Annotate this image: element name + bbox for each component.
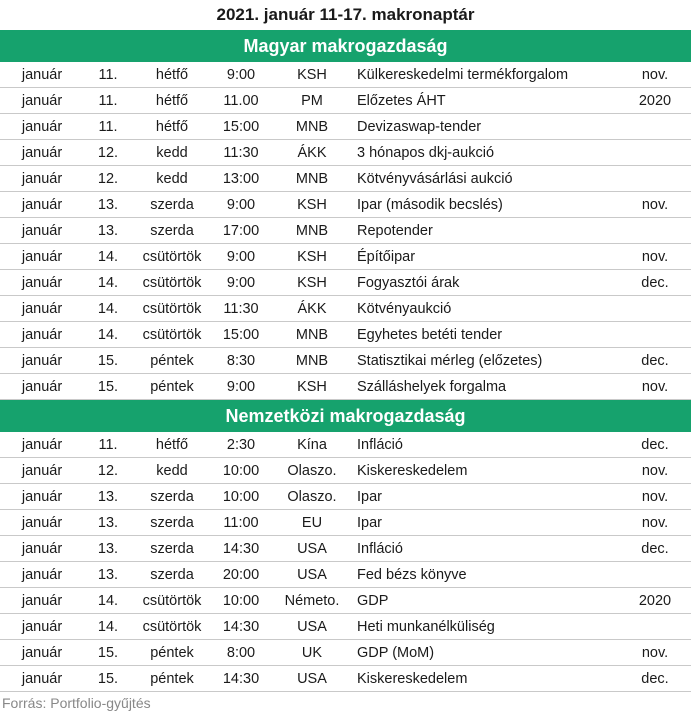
event-cell: Egyhetes betéti tender (357, 327, 503, 343)
month-cell: január (21, 223, 63, 239)
weekday-cell: szerda (150, 567, 194, 583)
day-cell: 14. (97, 301, 119, 317)
weekday-cell: szerda (150, 489, 194, 505)
time-cell: 15:00 (222, 327, 260, 343)
source-cell: MNB (295, 119, 329, 135)
month-cell: január (21, 249, 63, 265)
source-cell: MNB (295, 327, 329, 343)
event-cell: Infláció (357, 541, 403, 557)
source-cell: MNB (295, 353, 329, 369)
day-cell: 11. (98, 93, 118, 109)
source-cell: KSH (297, 379, 327, 395)
weekday-cell: kedd (156, 171, 188, 187)
day-cell: 14. (97, 249, 119, 265)
weekday-cell: csütörtök (142, 619, 202, 635)
table-row (0, 114, 691, 140)
source-note: Forrás: Portfolio-gyűjtés (2, 695, 151, 711)
weekday-cell: péntek (150, 353, 194, 369)
table-row (0, 614, 691, 640)
time-cell: 17:00 (222, 223, 260, 239)
weekday-cell: péntek (150, 645, 194, 661)
weekday-cell: csütörtök (142, 593, 202, 609)
source-cell: PM (301, 93, 323, 109)
source-cell: KSH (297, 67, 327, 83)
period-cell: dec. (641, 437, 669, 453)
month-cell: január (21, 619, 63, 635)
source-cell: USA (297, 619, 327, 635)
period-cell: nov. (641, 463, 669, 479)
month-cell: január (21, 327, 63, 343)
time-cell: 8:30 (226, 353, 256, 369)
time-cell: 20:00 (222, 567, 260, 583)
table-row (0, 348, 691, 374)
event-cell: Statisztikai mérleg (előzetes) (357, 353, 543, 369)
table-row (0, 458, 691, 484)
month-cell: január (21, 593, 63, 609)
table-row (0, 562, 691, 588)
event-cell: GDP (357, 593, 389, 609)
source-cell: USA (297, 671, 327, 687)
weekday-cell: péntek (150, 379, 194, 395)
event-cell: Kötvényaukció (357, 301, 452, 317)
day-cell: 11. (98, 67, 118, 83)
month-cell: január (21, 379, 63, 395)
source-cell: KSH (297, 197, 327, 213)
month-cell: január (21, 67, 63, 83)
period-cell: dec. (641, 541, 669, 557)
source-cell: MNB (295, 223, 329, 239)
source-cell: UK (301, 645, 323, 661)
weekday-cell: hétfő (155, 119, 189, 135)
table-row (0, 62, 691, 88)
table-row (0, 244, 691, 270)
period-cell: dec. (641, 671, 669, 687)
day-cell: 13. (97, 489, 119, 505)
month-cell: január (21, 437, 63, 453)
time-cell: 9:00 (226, 275, 256, 291)
month-cell: január (21, 671, 63, 687)
day-cell: 13. (97, 223, 119, 239)
source-cell: Olaszo. (287, 489, 337, 505)
weekday-cell: hétfő (155, 437, 189, 453)
table-row (0, 484, 691, 510)
day-cell: 12. (97, 171, 119, 187)
day-cell: 13. (97, 541, 119, 557)
month-cell: január (21, 119, 63, 135)
time-cell: 10:00 (222, 489, 260, 505)
source-cell: ÁKK (297, 301, 327, 317)
weekday-cell: szerda (150, 223, 194, 239)
time-cell: 9:00 (226, 197, 256, 213)
event-cell: Fogyasztói árak (357, 275, 460, 291)
table-row (0, 588, 691, 614)
day-cell: 13. (97, 197, 119, 213)
time-cell: 10:00 (222, 593, 260, 609)
day-cell: 15. (97, 379, 119, 395)
period-cell: nov. (641, 197, 669, 213)
time-cell: 14:30 (222, 541, 260, 557)
day-cell: 12. (97, 145, 119, 161)
table-row (0, 218, 691, 244)
source-cell: USA (297, 541, 327, 557)
weekday-cell: szerda (150, 515, 194, 531)
table-row (0, 140, 691, 166)
weekday-cell: csütörtök (142, 301, 202, 317)
event-cell: Kötvényvásárlási aukció (357, 171, 513, 187)
weekday-cell: szerda (150, 541, 194, 557)
weekday-cell: hétfő (155, 93, 189, 109)
month-cell: január (21, 93, 63, 109)
period-cell: 2020 (638, 93, 672, 109)
day-cell: 13. (97, 515, 119, 531)
weekday-cell: csütörtök (142, 327, 202, 343)
time-cell: 14:30 (222, 619, 260, 635)
sections-container (0, 30, 691, 692)
table-row (0, 88, 691, 114)
day-cell: 14. (97, 275, 119, 291)
section-header: Nemzetközi makrogazdaság (0, 400, 691, 432)
time-cell: 13:00 (222, 171, 260, 187)
period-cell: nov. (641, 515, 669, 531)
event-cell: Külkereskedelmi termékforgalom (357, 67, 569, 83)
time-cell: 2:30 (226, 437, 256, 453)
month-cell: január (21, 353, 63, 369)
table-row (0, 270, 691, 296)
table-row (0, 432, 691, 458)
weekday-cell: kedd (156, 145, 188, 161)
month-cell: január (21, 645, 63, 661)
day-cell: 12. (97, 463, 119, 479)
source-cell: Németo. (284, 593, 340, 609)
event-cell: Ipar (második becslés) (357, 197, 503, 213)
table-row (0, 374, 691, 400)
table-row (0, 322, 691, 348)
time-cell: 9:00 (226, 67, 256, 83)
day-cell: 14. (97, 593, 119, 609)
event-cell: Infláció (357, 437, 403, 453)
source-cell: KSH (297, 249, 327, 265)
time-cell: 9:00 (226, 249, 256, 265)
time-cell: 11:00 (223, 515, 259, 531)
time-cell: 11.00 (223, 93, 259, 109)
month-cell: január (21, 567, 63, 583)
event-cell: Szálláshelyek forgalma (357, 379, 507, 395)
table-row (0, 666, 691, 692)
event-cell: Ipar (357, 515, 382, 531)
weekday-cell: csütörtök (142, 275, 202, 291)
time-cell: 11:30 (223, 145, 259, 161)
weekday-cell: hétfő (155, 67, 189, 83)
source-cell: KSH (297, 275, 327, 291)
day-cell: 14. (97, 327, 119, 343)
month-cell: január (21, 515, 63, 531)
source-cell: USA (297, 567, 327, 583)
period-cell: nov. (641, 489, 669, 505)
period-cell: nov. (641, 67, 669, 83)
day-cell: 15. (97, 645, 119, 661)
month-cell: január (21, 541, 63, 557)
month-cell: január (21, 275, 63, 291)
period-cell: nov. (641, 645, 669, 661)
section-header: Magyar makrogazdaság (0, 30, 691, 62)
table-row (0, 640, 691, 666)
period-cell: dec. (641, 275, 669, 291)
weekday-cell: szerda (150, 197, 194, 213)
weekday-cell: kedd (156, 463, 188, 479)
day-cell: 14. (97, 619, 119, 635)
time-cell: 14:30 (222, 671, 260, 687)
event-cell: Devizaswap-tender (357, 119, 482, 135)
event-cell: GDP (MoM) (357, 645, 435, 661)
event-cell: Kiskereskedelem (357, 463, 468, 479)
weekday-cell: csütörtök (142, 249, 202, 265)
day-cell: 15. (97, 671, 119, 687)
time-cell: 15:00 (222, 119, 260, 135)
month-cell: január (21, 197, 63, 213)
period-cell: nov. (641, 249, 669, 265)
event-cell: Előzetes ÁHT (357, 93, 446, 109)
source-cell: ÁKK (297, 145, 327, 161)
event-cell: Heti munkanélküliség (357, 619, 495, 635)
table-row (0, 510, 691, 536)
time-cell: 10:00 (222, 463, 260, 479)
source-cell: Kína (297, 437, 327, 453)
source-cell: MNB (295, 171, 329, 187)
period-cell: dec. (641, 353, 669, 369)
month-cell: január (21, 145, 63, 161)
table-row (0, 166, 691, 192)
period-cell: nov. (641, 379, 669, 395)
period-cell: 2020 (638, 593, 672, 609)
page-title: 2021. január 11-17. makronaptár (216, 5, 475, 24)
day-cell: 15. (97, 353, 119, 369)
day-cell: 13. (97, 567, 119, 583)
day-cell: 11. (98, 119, 118, 135)
event-cell: Építőipar (357, 249, 416, 265)
month-cell: január (21, 301, 63, 317)
month-cell: január (21, 489, 63, 505)
table-row (0, 192, 691, 218)
time-cell: 8:00 (226, 645, 256, 661)
weekday-cell: péntek (150, 671, 194, 687)
event-cell: Kiskereskedelem (357, 671, 468, 687)
time-cell: 11:30 (223, 301, 259, 317)
table-row (0, 296, 691, 322)
event-cell: Ipar (357, 489, 382, 505)
month-cell: január (21, 463, 63, 479)
event-cell: Fed bézs könyve (357, 567, 467, 583)
event-cell: Repotender (357, 223, 433, 239)
month-cell: január (21, 171, 63, 187)
source-cell: Olaszo. (287, 463, 337, 479)
time-cell: 9:00 (226, 379, 256, 395)
source-cell: EU (301, 515, 323, 531)
table-row (0, 536, 691, 562)
day-cell: 11. (98, 437, 118, 453)
event-cell: 3 hónapos dkj-aukció (357, 145, 495, 161)
